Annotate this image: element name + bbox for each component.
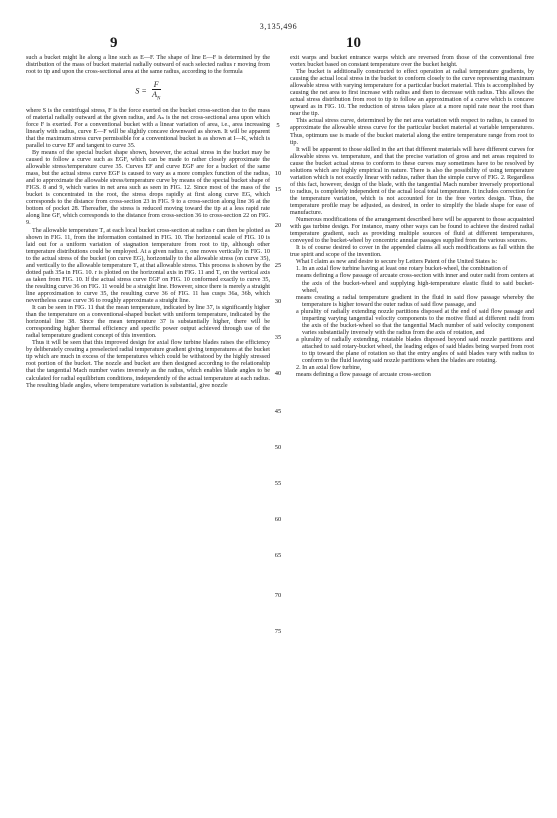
paragraph: exit warps and bucket entrance warps which are reversed from those of the conventional free vortex bucket based on constant temperature over the bucket height. xyxy=(290,55,534,69)
left-column-number: 9 xyxy=(110,35,118,51)
claim-1-element: a plurality of radially extending nozzle partitions disposed at the end of said flow passage and imparting varying tangential velocity components to the motive fluid at different radii from the axis of the bucket-wheel so that the tangential Mach number of said velocity component varies substantially inversely with the radius from the axis of rotation, and xyxy=(296,308,534,336)
paragraph: It is of course desired to cover in the appended claims all such modifications as fall within the true spirit and scope of the invention. xyxy=(290,245,534,259)
patent-number: 3,135,496 xyxy=(259,22,298,31)
paragraph: Numerous modifications of the arrangement described here will be apparent to those acquainted with gas turbine design. For instance, many other ways can be found to achieve the desired radial temperature gradient, such as providing multiple sources of fluid at different temperatures, conveyed to the bucket-wheel by concentric annular passages supplied from the various sources. xyxy=(290,217,534,245)
claim-2-element: means defining a flow passage of arcuate cross-section xyxy=(296,372,431,379)
right-column-number: 10 xyxy=(346,35,361,51)
line-number: 5 xyxy=(276,122,280,129)
paragraph: The allowable temperature Tₐ at each local bucket cross-section at radius r can then be plotted as shown in FIG. 11, from the information contained in FIG. 10. The horizontal scale of FIG. 10 is laid out for a uniform variation of stagnation temperature from root to tip, although other temperature distributions could be employed. At a given radius r, one moves vertically in FIG. 10 to the actual stress of the bucket (on curve EG), horizontally to the allowable stress (on curve 35), and vertically to the allowable temperature Tₐ at that allowable stress. This process is shown by the dotted path 35a in FIG. 10. r is plotted on the horizontal axis in FIG. 11 and Tₐ on the vertical axis as taken from FIG. 10. If the actual stress curve EGF on FIG. 10 conformed exactly to curve 35, the resulting curve 36 on FIG. 11 would be a straight line. However, since there is merely a straight line approximation to curve 35, the resulting curve 36 of FIG. 11 has cusps 36a, 36b, which nevertheless cause curve 36 to roughly approximate a straight line. xyxy=(26,227,270,304)
paragraph: where S is the centrifugal stress, F is the force exerted on the bucket cross-section due to the mass of material radially outward at the given radius, and Aₙ is the net cross-sectional area upon which force F is exerted. For a conventional bucket with a linear variation of area, i.e., area increasing linearly with radius, curve E—F will be slightly concave downward as shown. It will be apparent that the maximum stress curve permissible for a conventional bucket is as shown at I—K, which is parallel to curve EF and tangent to curve 35. xyxy=(26,107,270,149)
paragraph: By means of the special bucket shape shown, however, the actual stress in the bucket may be caused to follow a curve such as EGF, which can be made to rather closely approximate the allowable stress/temperature curve 35. Curves EF and curve EGF are for a bucket of the same mass, but the actual stress curve EGF is caused to vary as a more complex function of the radius, and to approximate the allowable stress/temperature curve by means of the special bucket shape of FIGS. 8 and 9, which varies in net area such as seen in FIG. 12. Since most of the mass of the bucket is concentrated in the root, the stress drops rapidly at first along curve EG, which corresponds to the distance from cross-section 23 in FIG. 9 to a cross-section along line 36 at the bottom of pocket 28. Thereafter, the stress is reduced moving toward the tip at a less rapid rate along line GF, which corresponds to the distance from cross-section 36 to cross-section 22 on FIG. 9. xyxy=(26,150,270,227)
line-number: 30 xyxy=(274,298,282,305)
formula-fraction xyxy=(152,80,161,104)
line-number: 20 xyxy=(274,222,282,229)
line-number: 50 xyxy=(274,444,282,451)
claims-preamble: What I claim as new and desire to secure by Letters Patent of the United States is: xyxy=(296,259,498,266)
paragraph: It can be seen in FIG. 11 that the mean temperature, indicated by line 37, is significantly higher than the temperature on a conventional-shaped bucket with uniform temperature, indicated by the horizontal line 38. Since the mean temperature 37 is substantially higher, there will be corresponding higher thermal efficiency and specific power output achieved through use of the radial temperature gradient concept of this invention. xyxy=(26,305,270,340)
line-number: 60 xyxy=(274,516,282,523)
line-number: 40 xyxy=(274,370,282,377)
line-number: 55 xyxy=(274,480,282,487)
claim-1-element: means defining a flow passage of arcuate cross-section with inner and outer radii from centers at the axis of the bucket-wheel and supplying high-temperature elastic fluid to said bucket-wheel, xyxy=(296,273,534,294)
line-number: 70 xyxy=(274,592,282,599)
line-number: 75 xyxy=(274,628,282,635)
right-column xyxy=(290,55,534,379)
line-number: 65 xyxy=(274,552,282,559)
line-number: 15 xyxy=(274,186,282,193)
formula-lhs: S = xyxy=(135,86,147,96)
claim-1-element: a plurality of radially extending, rotatable blades disposed beyond said nozzle partitions and attached to said rotary-bucket wheel, the leading edges of said blades being warped from root to tip toward the plane of rotation so that the entry angles of said blades vary with radius to conform to the fluid leaving said nozzle partitions when the blades are rotating. xyxy=(296,336,534,365)
paragraph: Thus it will be seen that this improved design for axial flow turbine blades raises the efficiency by deliberately creating a preselected radial temperature gradient giving temperatures at the bucket tip which are much in excess of the temperatures which could be withstood by the highly stressed root portion of the bucket. The nozzle and bucket are then designed according to the relationship that the tangential Mach number varies inversely as the radius, which enables blade angles to be calculated for radial equilibrium conditions, independently of the actual temperature at each radius. The resulting blade angles, where temperature variation is substantial, give nozzle xyxy=(26,340,270,389)
claim-1-element: means creating a radial temperature gradient in the fluid in said flow passage whereby the temperature is higher toward the outer radius of said flow passage, and xyxy=(296,294,534,308)
paragraph: such a bucket might lie along a line such as E—F. The shape of line E—F is determined by the distribution of the mass of bucket material radially outward of each selected radius r moving from root to tip and upon the cross-sectional area at the same radius, according to the formula xyxy=(26,55,270,76)
formula-denominator: $A_N$ xyxy=(152,90,161,102)
line-number: 45 xyxy=(274,408,282,415)
line-number: 25 xyxy=(274,262,282,269)
claim-1-intro: 1. In an axial flow turbine having at least one rotary bucket-wheel, the combination of xyxy=(296,266,508,273)
line-number: 35 xyxy=(274,334,282,341)
paragraph: The bucket is additionally constructed to effect operation at radial temperature gradients, by causing the actual local stress in the bucket to conform closely to the curve representing maximum allowable stress with varying temperature for a particular bucket material. This is accomplished by causing the net area to first increase with radius and then to decrease with radius. This allows the actual stress distribution from root to tip to follow an approximation of a curve which is concave upward as in FIG. 10. The reduction of stress takes place at a more rapid rate near the root than near the tip. xyxy=(290,69,534,118)
line-number: 10 xyxy=(274,170,282,177)
claim-2-intro: 2. In an axial flow turbine, xyxy=(296,365,362,372)
paragraph: It will be apparent to those skilled in the art that different materials will have different curves for allowable stress vs. temperature, and that the precise variation of gross and net areas required to cause the bucket actual stress to conform to these curves may sometimes have to be resolved by solutions which are highly empirical in nature. There is also the possibility of using temperature variation which is not exactly linear with radius, rather than the simple curve of FIG. 2. Regardless of this fact, however, design of the blade, with the tangential Mach number inversely proportional to radius, is completely independent of the actual local total temperature. It includes correction for the temperature variation, which is not accounted for in the free vortex design. Thus, the temperature profile may be adjusted, as desired, in order to simplify the blade shape for ease of manufacture. xyxy=(290,146,534,217)
stress-formula xyxy=(26,80,270,104)
paragraph: This actual stress curve, determined by the net area variation with respect to radius, is caused to approximate the allowable stress curve for the particular bucket material at variable temperatures. Thus, optimum use is made of the bucket material along the entire temperature range from root to tip. xyxy=(290,118,534,146)
formula-numerator: F xyxy=(153,80,159,90)
left-column xyxy=(26,55,270,390)
